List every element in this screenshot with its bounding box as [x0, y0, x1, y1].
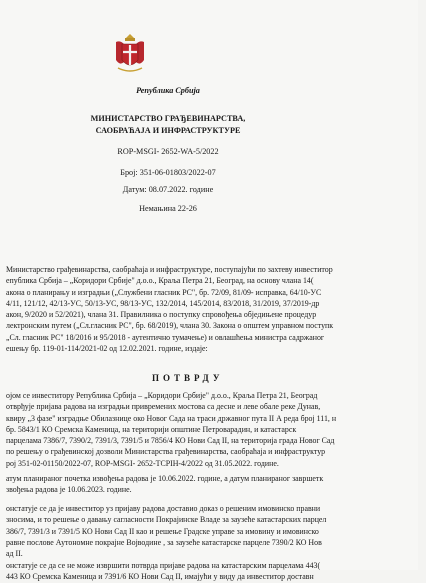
paragraph-line: онстатује се да се не може извршити потврда пријаве радова на катастарским парцелама 443( [6, 561, 321, 570]
ministry-address: Немањина 22-26 [139, 204, 197, 213]
intro-paragraph [6, 264, 426, 354]
bullet-property-rights [6, 503, 426, 559]
paragraph-line: рој 351-02-01150/2022-07, ROP-MSGI- 2652-ТСРIН-4/2022 од 31.05.2022. године. [6, 458, 279, 468]
bullet-parcels [6, 560, 426, 583]
paragraph-line: зносима, и то решење о давању сагласности Покрајинске Владе за заузеће катастарских парцел [6, 515, 327, 525]
intro-line: акона о планирању и изградњи („Службени гласник РС", бр. 72/09, 81/09- исправка, 64/10-УС [6, 287, 322, 297]
intro-line: епублика Србија – „Коридори Србије" д.о.о., Краља Петра 21, Београд, на основу члана 14( [6, 276, 314, 286]
paragraph-line: атум планираног почетка извођења радова је 10.06.2022. године, а датум планираног завршетк [6, 474, 324, 483]
intro-line: 4/11, 121/12, 42/13-УС, 50/13-УС, 98/13-УС, 132/2014, 145/2014, 83/2018, 31/2019, 37/2019-др [6, 298, 320, 308]
reference-number: ROP-MSGI- 2652-WA-5/2022 [117, 147, 219, 156]
dates-paragraph [6, 473, 426, 496]
paragraph-line: по решењу о грађевинској дозволи Министарства грађевинарства, саобраћаја и инфраструктур [6, 447, 326, 457]
document-number: Број: 351-06-01803/2022-07 [120, 168, 216, 177]
paragraph-line: онстатује се да је инвеститор уз пријаву радова доставио доказ о решеним имовинско правни [6, 504, 321, 513]
paragraph-line: звођења радова је 10.06.2023. године. [6, 485, 132, 495]
paragraph-line: бр. 5843/1 КО Сремска Каменица, на територији општине Петроварадин, и катастарск [6, 424, 297, 434]
paragraph-line: ојом се инвеститору Република Србија – „Коридори Србије" д.о.о., Краља Петра 21, Београд [6, 391, 318, 400]
paragraph-line: равне послове Аутономне покрајне Војводине , за заузеће катастарске парцеле 7390/2 КО Нов [6, 537, 322, 547]
paragraph-line: парцелама 7386/7, 7390/2, 7391/3, 7391/5 и 7856/4 КО Нови Сад II, на територија града Новог Сад [6, 436, 335, 446]
paragraph-line: отврђује пријава радова на изградњи привремених мостова са десне и леве обале реке Дунав, [6, 402, 321, 412]
confirmation-paragraph [6, 390, 426, 469]
paragraph-line: 386/7, 7391/3 и 7391/5 КО Нови Сад II као и решење Градске управе за имовину и имовинско [6, 526, 319, 536]
serbian-coat-of-arms-icon [112, 32, 148, 76]
intro-line: „Сл. гласник РС" 18/2016 и 95/2018 - аутентично тумачење) и овлашћења министра садржаног [6, 332, 325, 342]
ministry-name-line1: МИНИСТАРСТВО ГРАЂЕВИНАРСТВА, [90, 114, 246, 123]
paragraph-line: ад II. [6, 549, 23, 559]
paragraph-line: 443 КО Сремска Каменица и 7391/6 КО Нови Сад II, имајући у виду да инвеститор доставн [6, 572, 314, 582]
republic-name: Република Србија [136, 86, 200, 95]
intro-line: лектронским путем („Сл.гласник РС", бр. 68/2019), члана 30. Закона о општем управном поступк [6, 321, 334, 331]
ministry-name-line2: САОБРАЋАЈА И ИНФРАСТРУКТУРЕ [95, 126, 241, 135]
intro-line: Министарство грађевинарства, саобраћаја и инфраструктуре, поступајући по захтеву инвеститор [6, 265, 333, 274]
intro-line: ешењу бр. 119-01-114/2021-02 од 12.02.2021. године, издаје: [6, 344, 208, 354]
document-title: ПОТВРДУ [152, 373, 224, 383]
intro-line: акон, 9/2020 и 52/2021), члана 31. Правилника о поступку спровођења обједињене процедур [6, 310, 317, 320]
paragraph-line: квиру „3 фазе" изградње Обилазнице око Новог Сада на траси државног пута II А реда број 111, н [6, 413, 337, 423]
document-date: Датум: 08.07.2022. године [122, 185, 214, 194]
